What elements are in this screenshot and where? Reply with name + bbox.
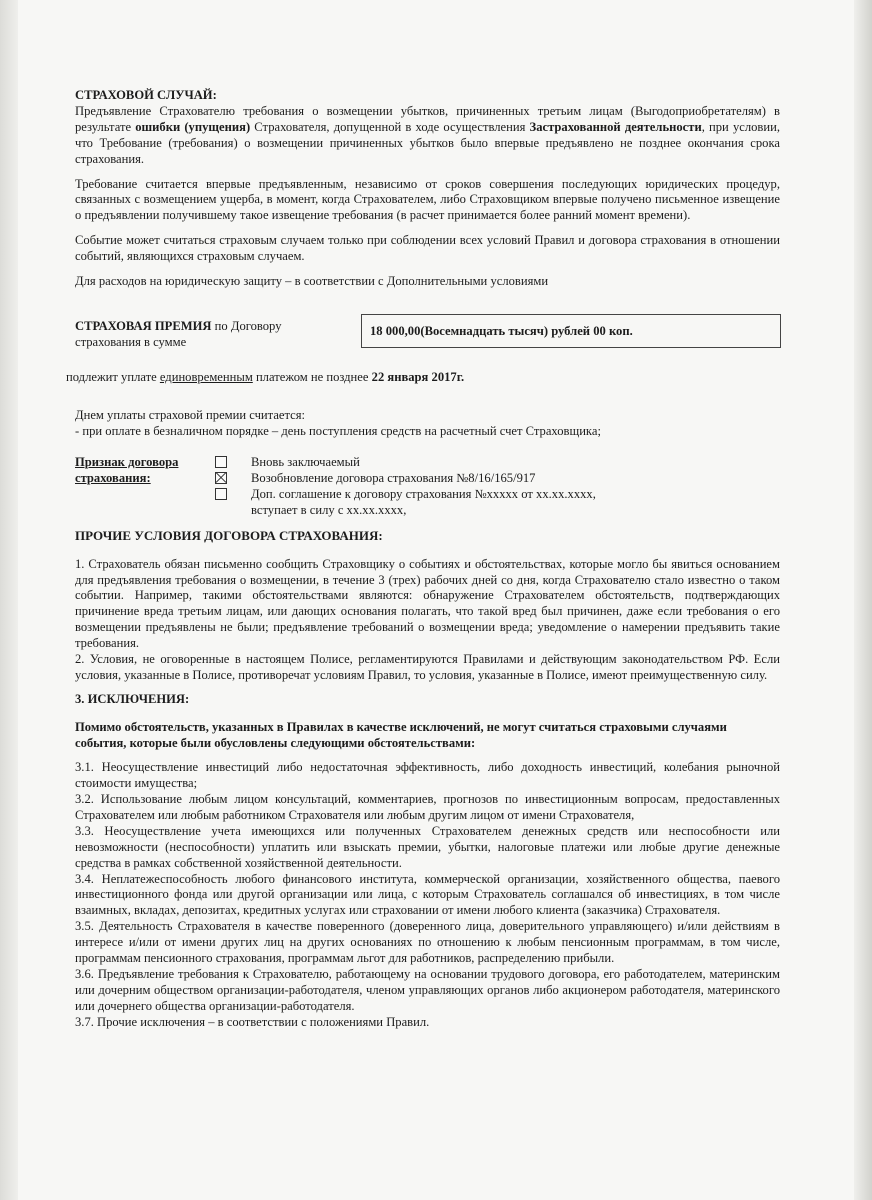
- checkbox-supplement[interactable]: [215, 488, 227, 500]
- premium-label-rest: по Договору страхования в сумме: [75, 318, 282, 349]
- other-condition-1: 1. Страхователь обязан письменно сообщить Страховщику о событиях и обстоятельствах, которые могло бы явиться основанием для предъявления требования о возмещении, в течение 3 (трех) рабочих дней со дня, когда Страхователю стало известно о таком событии. Например, такими обстоятельствами являются: обнаружение Страхователем обстоятельств, подтверждающих причинение вреда третьим лицам, или дающих основания полагать, что такой вред был причинен, даже если требования о его возмещении предъявлены не были; предъявление требований о возмещении вреда; уведомление о намерении предъявить такие требования.: [75, 556, 780, 651]
- insured-event-section: [75, 88, 780, 290]
- payment-terms: [66, 370, 780, 386]
- pay-text-a: подлежит уплате: [66, 369, 160, 384]
- payment-day-block: [75, 408, 780, 440]
- p1-text-e: , при условии, что Требование (требования) о возмещении причиненных убытков было впервые предъявлено не позднее окончания срока страхования.: [75, 119, 780, 166]
- p1-text-c: Страхователя, допущенной в ходе осуществления: [250, 119, 530, 134]
- premium-label-bold: СТРАХОВАЯ ПРЕМИЯ: [75, 318, 212, 333]
- page-left-edge: [0, 0, 18, 1200]
- other-conditions-heading: ПРОЧИЕ УСЛОВИЯ ДОГОВОРА СТРАХОВАНИЯ:: [75, 527, 383, 543]
- exclusion-item: 3.4. Неплатежеспособность любого финансового института, коммерческой организации, хозяйственного общества, паевого инвестиционного фонда или другой организации или лица, с которым Страхователь соглашался об инвестициях, в том числе взаимных, вкладах, депозитах, кредитных услугах или страховании от имени любого клиента (заказчика) Страхователя.: [75, 871, 780, 918]
- contract-sign-label-2: страхования:: [75, 470, 151, 485]
- exclusion-item: 3.5. Деятельность Страхователя в качестве поверенного (доверенного лица, доверительного управляющего) и/или действиям в интересе и/или от имени других лиц на других основаниях по отношению к любым пенсионным программам, в том числе, программам пенсионного страхования, программам льгот для работников, распределению прибыли.: [75, 919, 780, 966]
- page-right-edge: [854, 0, 872, 1200]
- exclusions-subheading: Помимо обстоятельств, указанных в Правилах в качестве исключений, не могут считаться страховыми случаями события, которые были обусловлены следующими обстоятельствами:: [75, 720, 727, 751]
- insured-event-heading: СТРАХОВОЙ СЛУЧАЙ:: [75, 88, 217, 102]
- insured-event-paragraph-4: Для расходов на юридическую защиту – в соответствии с Дополнительными условиями: [75, 274, 549, 289]
- option-supplement-line-1: Доп. соглашение к договору страхования №xxxxx от xx.xx.xxxx,: [251, 486, 596, 501]
- option-supplement-line-2: вступает в силу с xx.xx.xxxx,: [251, 502, 407, 517]
- premium-row: [75, 314, 780, 364]
- exclusions-heading: 3. ИСКЛЮЧЕНИЯ:: [75, 691, 190, 706]
- insured-event-paragraph-3: Событие может считаться страховым случаем только при соблюдении всех условий Правил и договора страхования в отношении событий, являющихся страховым случаем.: [75, 233, 780, 264]
- document-content: [66, 88, 780, 1031]
- payment-day-line-2: - при оплате в безналичном порядке – день поступления средств на расчетный счет Страховщика;: [75, 423, 601, 438]
- premium-label: [75, 318, 345, 350]
- payment-day-line-1: Днем уплаты страховой премии считается:: [75, 407, 306, 422]
- exclusion-item: 3.7. Прочие исключения – в соответствии с положениями Правил.: [75, 1014, 430, 1029]
- insured-event-paragraph-1: [75, 104, 780, 168]
- option-renewal: Возобновление договора страхования №8/16/165/917: [251, 470, 536, 485]
- exclusion-item: 3.2. Использование любым лицом консультаций, комментариев, прогнозов по инвестиционным вопросам, предоставленных Страхователем или любым работником Страхователя или любым другим лицом от имени Страхователя,: [75, 791, 780, 822]
- contract-sign-label-1: Признак договора: [75, 454, 179, 469]
- pay-text-c: платежом не позднее: [252, 369, 372, 384]
- other-condition-2: 2. Условия, не оговоренные в настоящем Полисе, регламентируются Правилами и действующим законодательством РФ. Если условия, указанные в Полисе, противоречат условиям Правил, то условия, указанные в Полисе, имеют преимущественную силу.: [75, 652, 780, 682]
- insured-event-paragraph-2: Требование считается впервые предъявленным, независимо от сроков совершения последующих юридических процедур, связанных с возмещением ущерба, в момент, когда Страхователем, либо Страховщиком впервые получено письменное извещение о предъявлении получившему такое извещение требования (в расчет принимается более ранний момент времени).: [75, 176, 780, 223]
- exclusion-item: 3.1. Неосуществление инвестиций либо недостаточная эффективность, либо доходность инвестиций, колебания рыночной стоимости имущества;: [75, 760, 780, 791]
- premium-amount-box: 18 000,00(Восемнадцать тысяч) рублей 00 коп.: [361, 314, 781, 348]
- p1-bold-activity: Застрахованной деятельности: [529, 119, 702, 134]
- option-new-contract: Вновь заключаемый: [251, 454, 360, 469]
- exclusion-item: 3.3. Неосуществление учета имеющихся или полученных Страхователем денежных средств или неспособности или невозможности (неспособности) уплатить или взыскать премии, убытки, налоговые платежи или любые другие денежные средства в рамках собственной хозяйственной деятельности.: [75, 823, 780, 870]
- pay-lump-sum: единовременным: [159, 369, 253, 384]
- p1-bold-errors: ошибки (упущения): [135, 119, 251, 134]
- checkbox-renewal[interactable]: [215, 472, 227, 484]
- checkbox-new-contract[interactable]: [215, 456, 227, 468]
- exclusion-item: 3.6. Предъявление требования к Страхователю, работающему на основании трудового договора, его работодателем, материнским или дочерним обществом организации-работодателя, членом управляющих органов либо акционером работодателя, материнского или дочернего общества организации-работодателя.: [75, 966, 780, 1013]
- pay-deadline-date: 22 января 2017г.: [371, 369, 465, 384]
- p1-text-a: Предъявление Страхователю требования о возмещении убытков, причиненных третьим лицам (Выгодоприобретателям) в результате: [75, 103, 780, 134]
- contract-sign-block: [75, 454, 780, 517]
- contract-sign-label: [75, 454, 178, 486]
- option-supplement: [251, 486, 596, 518]
